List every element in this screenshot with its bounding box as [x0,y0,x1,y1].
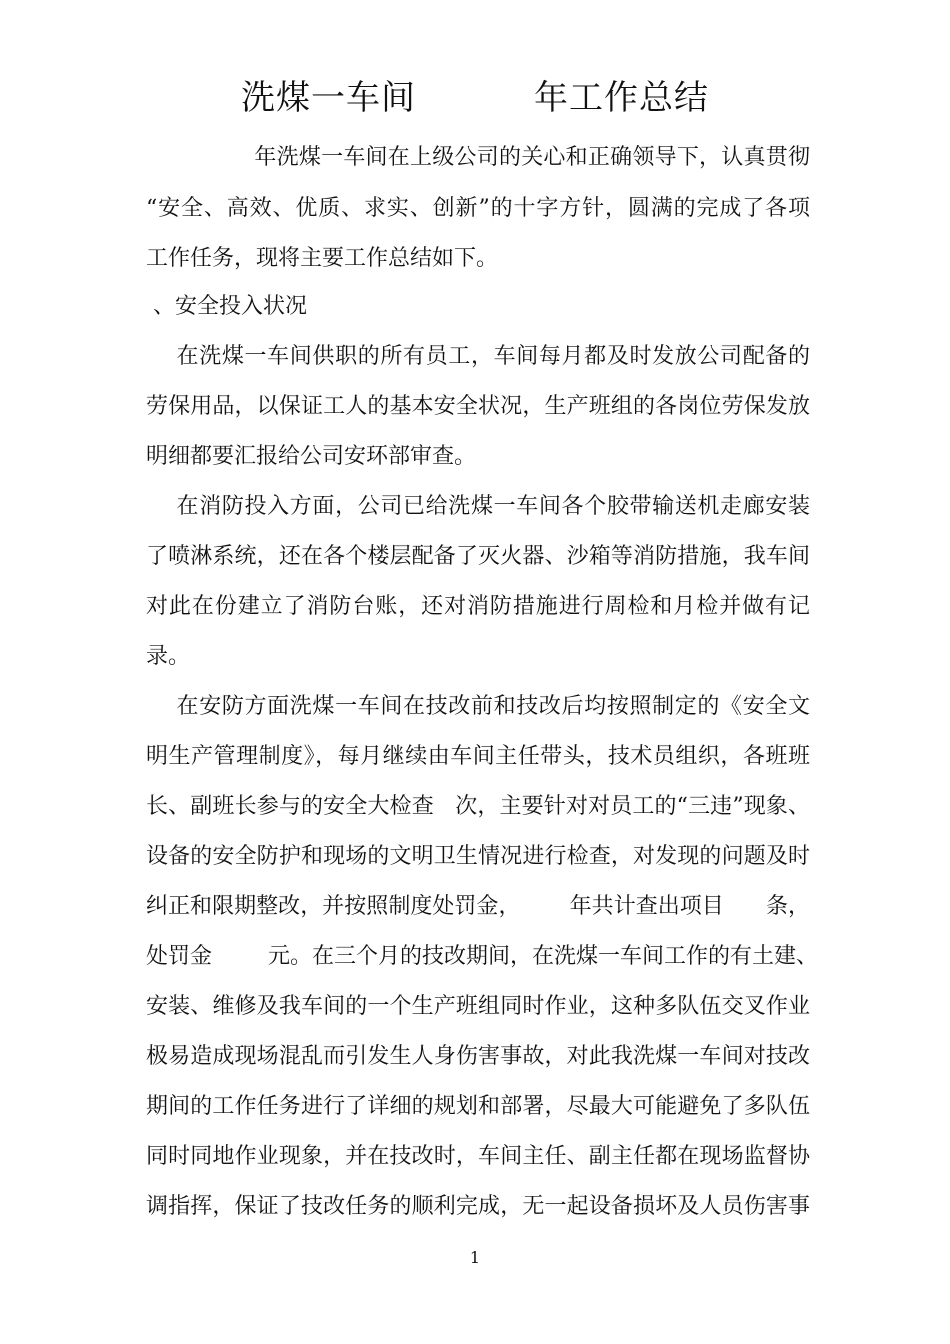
body-line: 安装、维修及我车间的一个生产班组同时作业，这种多队伍交叉作业 [146,994,810,1019]
body-line: 了喷淋系统，还在各个楼层配备了灭火器、沙箱等消防措施，我车间 [146,544,810,569]
body-line: 对此在份建立了消防台账，还对消防措施进行周检和月检并做有记 [146,594,810,619]
body-line: 录。 [146,644,191,669]
body-line: 调指挥，保证了技改任务的顺利完成，无一起设备损坏及人员伤害事 [146,1194,810,1219]
body-line: 设备的安全防护和现场的文明卫生情况进行检查，对发现的问题及时 [146,844,810,869]
body-line: 年洗煤一车间在上级公司的关心和正确领导下，认真贯彻 [146,145,810,170]
body-line: 在安防方面洗煤一车间在技改前和技改后均按照制定的《安全文 [146,694,810,719]
body-line: 极易造成现场混乱而引发生人身伤害事故，对此我洗煤一车间对技改 [146,1044,810,1069]
document-title: 洗煤一车间 年工作总结 [240,78,710,118]
body-line: “安全、高效、优质、求实、创新”的十字方针，圆满的完成了各项 [146,196,810,221]
body-line: 工作任务，现将主要工作总结如下。 [146,246,499,271]
body-line: 在洗煤一车间供职的所有员工，车间每月都及时发放公司配备的 [146,344,810,369]
body-line: 明细都要汇报给公司安环部审查。 [146,444,477,469]
body-line: 处罚金 元。在三个月的技改期间，在洗煤一车间工作的有土建、 [146,944,818,969]
body-line: 期间的工作任务进行了详细的规划和部署，尽最大可能避免了多队伍 [146,1094,810,1119]
body-line: 同时同地作业现象，并在技改时，车间主任、副主任都在现场监督协 [146,1144,810,1169]
page-number: 1 [469,1248,481,1267]
body-line: 纠正和限期整改，并按照制度处罚金， 年共计查出项目 条， [146,894,810,919]
body-line: 劳保用品，以保证工人的基本安全状况，生产班组的各岗位劳保发放 [146,394,810,419]
body-line: 长、副班长参与的安全大检查 次，主要针对对员工的“三违”现象、 [146,794,810,819]
body-line: 明生产管理制度》，每月继续由车间主任带头，技术员组织，各班班 [146,744,810,769]
body-line: 在消防投入方面，公司已给洗煤一车间各个胶带输送机走廊安装 [146,494,810,519]
section-heading: 、安全投入状况 [146,294,307,319]
